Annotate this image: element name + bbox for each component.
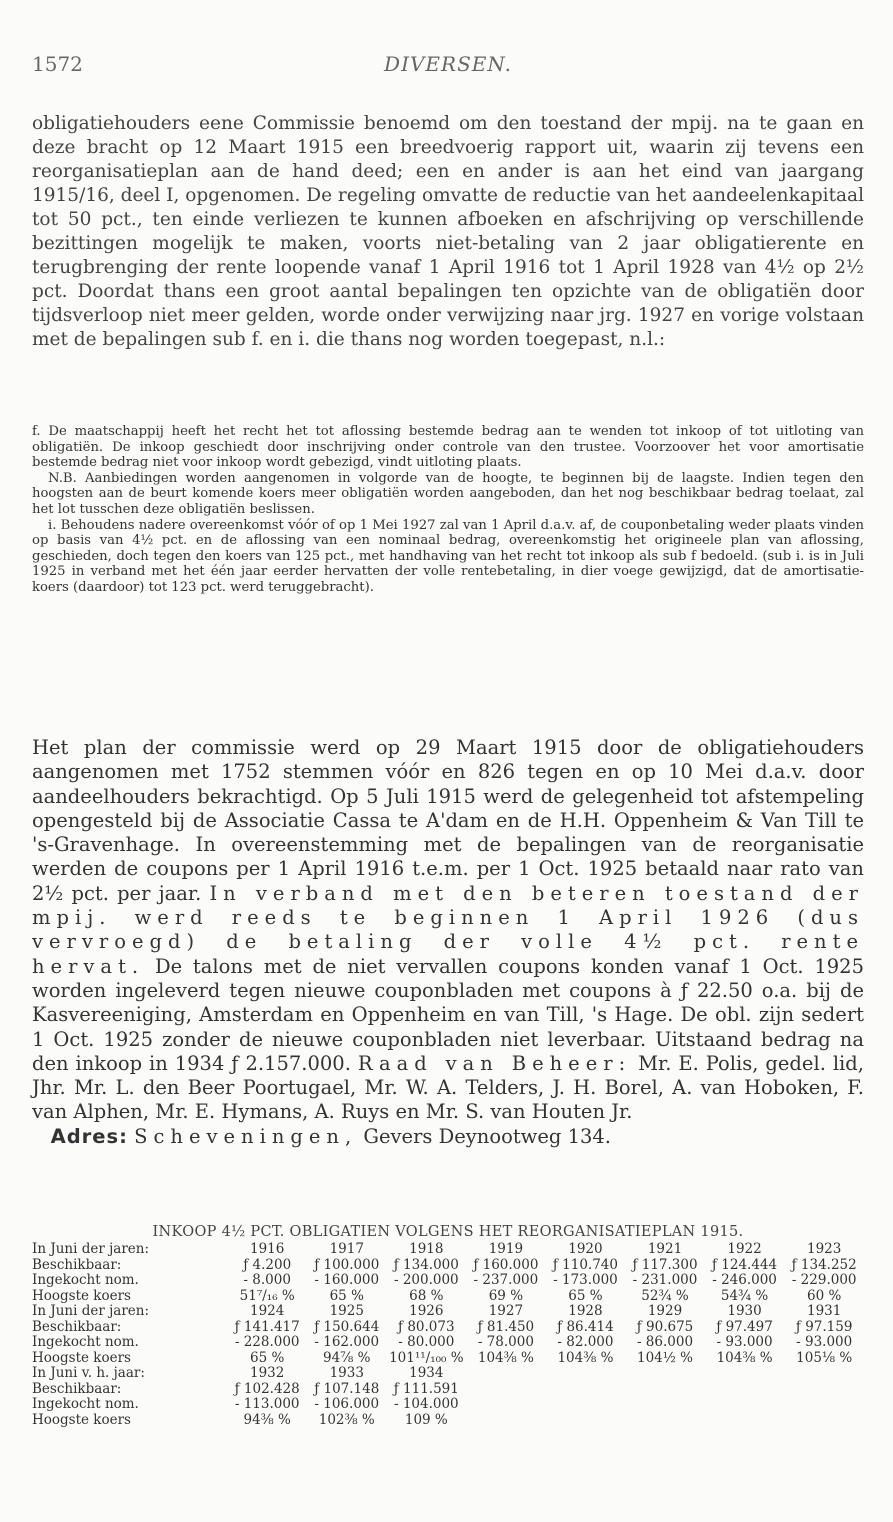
table-cell: 60 % (807, 1288, 842, 1304)
table-title: INKOOP 4½ PCT. OBLIGATIEN VOLGENS HET REORGANISATIEPLAN 1915. (152, 1224, 744, 1240)
table-row (32, 1304, 864, 1320)
table-cell: - 231.000 (632, 1273, 698, 1288)
table-cell: ƒ 81.450 (477, 1319, 535, 1335)
provision-nb: N.B. Aanbiedingen worden aangenomen in volgorde van de hoogte, te beginnen bij de laagste. Indien tegen den hoogsten aan de beurt komende koers meer obligatiën worden aangeboden, dan het nog beschikbaar bedrag toelaat, zal het lot tusschen deze obligatiën beslissen. (32, 470, 864, 517)
talons-text: De talons met de niet vervallen coupons konden vanaf 1 Oct. 1925 worden ingeleverd tegen nieuwe couponbladen met coupons à ƒ 22.50 o.a. bij de Kasvereeniging, Amsterdam en Oppenheim en van Till, 's Hage. De obl. zijn sedert 1 Oct. 1925 zonder de nieuwe couponbladen niet leverbaar. Uitstaand bedrag na den inkoop in 1934 ƒ 2.157.000. (32, 954, 864, 1075)
table-cell: - 82.000 (557, 1335, 614, 1350)
table-cell (546, 1397, 626, 1413)
table-cell (625, 1413, 705, 1429)
table-cell: ƒ 100.000 (314, 1257, 380, 1273)
table-cell (625, 1397, 705, 1413)
table-cell: ƒ 160.000 (473, 1257, 539, 1273)
table-cell: 105⅛ % (796, 1350, 853, 1366)
inkoop-table (32, 1242, 864, 1428)
spaced-emphasis-text: In verband met den beteren toestand der mpij. werd reeds te beginnen 1 April 1926 (dus vervroegd) de betaling der volle 4½ pct. rente hervat. (32, 881, 864, 978)
row-label: Hoogste koers (32, 1288, 131, 1304)
table-cell: 65 % (329, 1288, 364, 1304)
table-cell: - 78.000 (477, 1335, 534, 1350)
table-cell: 1920 (568, 1242, 603, 1257)
table-cell: ƒ 141.417 (234, 1319, 300, 1335)
table-cell: - 86.000 (636, 1335, 694, 1350)
table-row (32, 1413, 864, 1429)
main-paragraph (32, 736, 864, 1149)
table-cell (546, 1413, 626, 1429)
table-row (32, 1320, 864, 1336)
table-cell (466, 1397, 546, 1413)
table-cell: - 93.000 (796, 1335, 853, 1350)
table-row (32, 1258, 864, 1274)
table-cell: 52¾ % (641, 1288, 689, 1304)
table-cell: 1929 (647, 1304, 683, 1319)
table-row (32, 1397, 864, 1413)
table-cell: 65 % (250, 1350, 285, 1366)
table-cell: ƒ 134.252 (791, 1257, 857, 1273)
table-row (32, 1351, 864, 1367)
board-label: Raad van Beheer: (357, 1051, 632, 1075)
table-cell: - 104.000 (393, 1397, 459, 1412)
table-cell (625, 1366, 705, 1382)
row-label: Hoogste koers (32, 1350, 131, 1366)
row-label: In Juni v. h. jaar: (32, 1366, 145, 1381)
table-cell: - 160.000 (314, 1273, 380, 1288)
table-row (32, 1366, 864, 1382)
table-cell: 1933 (329, 1366, 364, 1381)
table-row (32, 1273, 864, 1289)
address-city: Scheveningen, (134, 1124, 358, 1148)
table-cell: 51⁷/₁₆ % (239, 1288, 295, 1304)
row-label: Ingekocht nom. (32, 1397, 139, 1412)
table-cell: 1932 (250, 1366, 285, 1381)
table-cell (546, 1366, 626, 1382)
table-cell: 104½ % (637, 1350, 693, 1366)
table-cell: ƒ 134.000 (393, 1257, 459, 1273)
table-cell: ƒ 97.159 (795, 1319, 853, 1335)
provisions-block (32, 424, 864, 596)
table-cell (466, 1413, 546, 1429)
table-cell: 1922 (727, 1242, 762, 1257)
table-cell: 1923 (806, 1242, 842, 1257)
row-label: Ingekocht nom. (32, 1273, 139, 1288)
table-cell: 104⅜ % (477, 1350, 534, 1366)
row-label: In Juni der jaren: (32, 1304, 150, 1319)
table-cell: 104⅜ % (557, 1350, 614, 1366)
address-label: Adres: (50, 1124, 128, 1148)
table-cell: 54¾ % (720, 1288, 769, 1304)
table-cell: 1921 (647, 1242, 683, 1257)
table-cell: ƒ 4.200 (243, 1257, 292, 1273)
table-cell: - 200.000 (393, 1273, 459, 1288)
intro-paragraph: obligatiehouders eene Commissie benoemd om den toestand der mpij. na te gaan en deze bracht op 12 Maart 1915 een breedvoerig rapport uit, waarin zij tevens een reorganisatieplan aan de hand deed; een en ander is aan het eind van jaargang 1915/16, deel I, opgenomen. De regeling omvatte de reductie van het aandeelenkapitaal tot 50 pct., ten einde verliezen te kunnen afboeken en afschrijving op verschillende bezittingen mogelijk te maken, voorts niet-betaling van 2 jaar obligatierente en terugbrenging der rente loopende vanaf 1 April 1916 tot 1 April 1928 van 4½ op 2½ pct. Doordat thans een groot aantal bepalingen ten opzichte van de obligatiën door tijdsverloop niet meer gelden, worde onder verwijzing naar jrg. 1927 en vorige volstaan met de bepalingen sub f. en i. die thans nog worden toegepast, n.l.: (32, 113, 864, 350)
table-cell (784, 1413, 864, 1429)
row-label: Beschikbaar: (32, 1319, 122, 1335)
table-cell: - 228.000 (234, 1335, 300, 1350)
table-cell (466, 1366, 546, 1382)
table-cell: ƒ 80.073 (398, 1319, 455, 1335)
table-cell (784, 1382, 864, 1398)
table-cell (705, 1382, 785, 1398)
provision-f: f. De maatschappij heeft het recht het tot aflossing bestemde bedrag aan te wenden tot inkoop of tot uitloting van obligatiën. De inkoop geschiedt door inschrijving onder controle van den trustee. Voorzoover het voor amortisatie bestemde bedrag niet voor inkoop wordt gebezigd, vindt uitloting plaats. (32, 424, 864, 471)
row-label: Ingekocht nom. (32, 1335, 139, 1350)
table-cell: ƒ 90.675 (636, 1319, 694, 1335)
table-cell (625, 1382, 705, 1398)
table-cell: 1917 (329, 1242, 364, 1257)
table-row (32, 1242, 864, 1258)
table-cell: ƒ 124.444 (712, 1257, 778, 1273)
table-cell: - 229.000 (791, 1273, 857, 1288)
table-cell: 101¹¹/₁₀₀ % (389, 1350, 464, 1366)
table-cell: 1925 (329, 1304, 364, 1319)
table-cell (705, 1397, 785, 1413)
address-street: Gevers Deynootweg 134. (363, 1124, 611, 1148)
table-cell: ƒ 107.148 (314, 1381, 380, 1397)
table-row (32, 1289, 864, 1305)
table-cell: - 106.000 (314, 1397, 380, 1412)
table-cell: - 93.000 (716, 1335, 773, 1350)
table-cell: 102⅜ % (318, 1412, 375, 1428)
table-cell: 94⅜ % (243, 1412, 291, 1428)
table-cell: - 173.000 (553, 1273, 618, 1288)
table-cell: 1931 (806, 1304, 842, 1319)
table-cell: ƒ 111.591 (393, 1381, 459, 1397)
table-cell: 94⅞ % (323, 1350, 371, 1366)
table-cell: - 113.000 (234, 1397, 300, 1412)
table-cell: 109 % (404, 1412, 448, 1428)
table-cell (705, 1413, 785, 1429)
table-cell: - 80.000 (398, 1335, 455, 1350)
table-cell: 1924 (250, 1304, 285, 1319)
row-label: Beschikbaar: (32, 1257, 122, 1273)
plan-text: Het plan der commissie werd op 29 Maart 1915 door de obligatiehouders aangenomen met 1752 stemmen vóór en 826 tegen en op 10 Mei d.a.v. door aandeelhouders bekrachtigd. Op 5 Juli 1915 werd de gelegenheid tot afstempeling opengesteld bij de Associatie Cassa te A'dam en de H.H. Oppenheim & Van Till te 's-Gravenhage. In overeenstemming met de bepalingen van de reorganisatie werden de coupons per 1 April 1916 t.e.m. per 1 Oct. 1925 betaald naar rato van 2½ pct. per jaar. (32, 736, 864, 905)
table-cell (705, 1366, 785, 1382)
table-row (32, 1335, 864, 1351)
table-cell: - 8.000 (243, 1273, 291, 1288)
table-cell: ƒ 150.644 (314, 1319, 380, 1335)
provision-i: i. Behoudens nadere overeenkomst vóór of op 1 Mei 1927 zal van 1 April d.a.v. af, de couponbetaling weder plaats vinden op basis van 4½ pct. en de aflossing van een nominaal bedrag, overeenkomstig het origineele plan van aflossing, geschieden, doch tegen den koers van 125 pct., met handhaving van het recht tot inkoop als sub f bedoeld. (sub i. is in Juli 1925 in verband met het één jaar eerder hervatten der volle rentebetaling, in dier voege gewijzigd, dat de amortisatie-koers (daardoor) tot 123 pct. werd teruggebracht). (32, 517, 864, 595)
table-cell: - 246.000 (712, 1273, 777, 1288)
row-label: Hoogste koers (32, 1412, 131, 1428)
table-cell: 1919 (488, 1242, 524, 1257)
running-title: DIVERSEN. (384, 52, 512, 76)
table-row (32, 1382, 864, 1398)
table-cell: 69 % (488, 1288, 524, 1304)
row-label: In Juni der jaren: (32, 1242, 150, 1257)
table-cell: 1934 (409, 1366, 444, 1381)
table-cell: ƒ 102.428 (234, 1381, 300, 1397)
table-cell: 1926 (409, 1304, 444, 1319)
table-cell: - 237.000 (473, 1273, 539, 1288)
table-cell: 1916 (250, 1242, 285, 1257)
table-cell: ƒ 86.414 (557, 1319, 614, 1335)
board-members: Mr. E. Polis, gedel. lid, Jhr. Mr. L. den Beer Poortugael, Mr. W. A. Telders, J. H. Borel, A. van Hoboken, F. van Alphen, Mr. E. Hymans, A. Ruys en Mr. S. van Houten Jr. (32, 1051, 864, 1124)
table-cell (466, 1382, 546, 1398)
table-cell: ƒ 110.740 (552, 1257, 618, 1273)
table-cell: ƒ 97.497 (716, 1319, 773, 1335)
page-header (32, 52, 864, 82)
table-cell (784, 1366, 864, 1382)
table-cell (784, 1397, 864, 1413)
table-cell: 1918 (409, 1242, 444, 1257)
table-cell: 1927 (488, 1304, 524, 1319)
page-number: 1572 (32, 52, 83, 76)
table-cell: 1928 (568, 1304, 603, 1319)
table-cell: 65 % (568, 1288, 603, 1304)
table-cell (546, 1382, 626, 1398)
table-cell: 68 % (409, 1288, 444, 1304)
table-cell: - 162.000 (314, 1335, 380, 1350)
row-label: Beschikbaar: (32, 1381, 122, 1397)
table-cell: ƒ 117.300 (632, 1257, 698, 1273)
table-cell: 1930 (727, 1304, 762, 1319)
table-cell: 104⅜ % (716, 1350, 773, 1366)
